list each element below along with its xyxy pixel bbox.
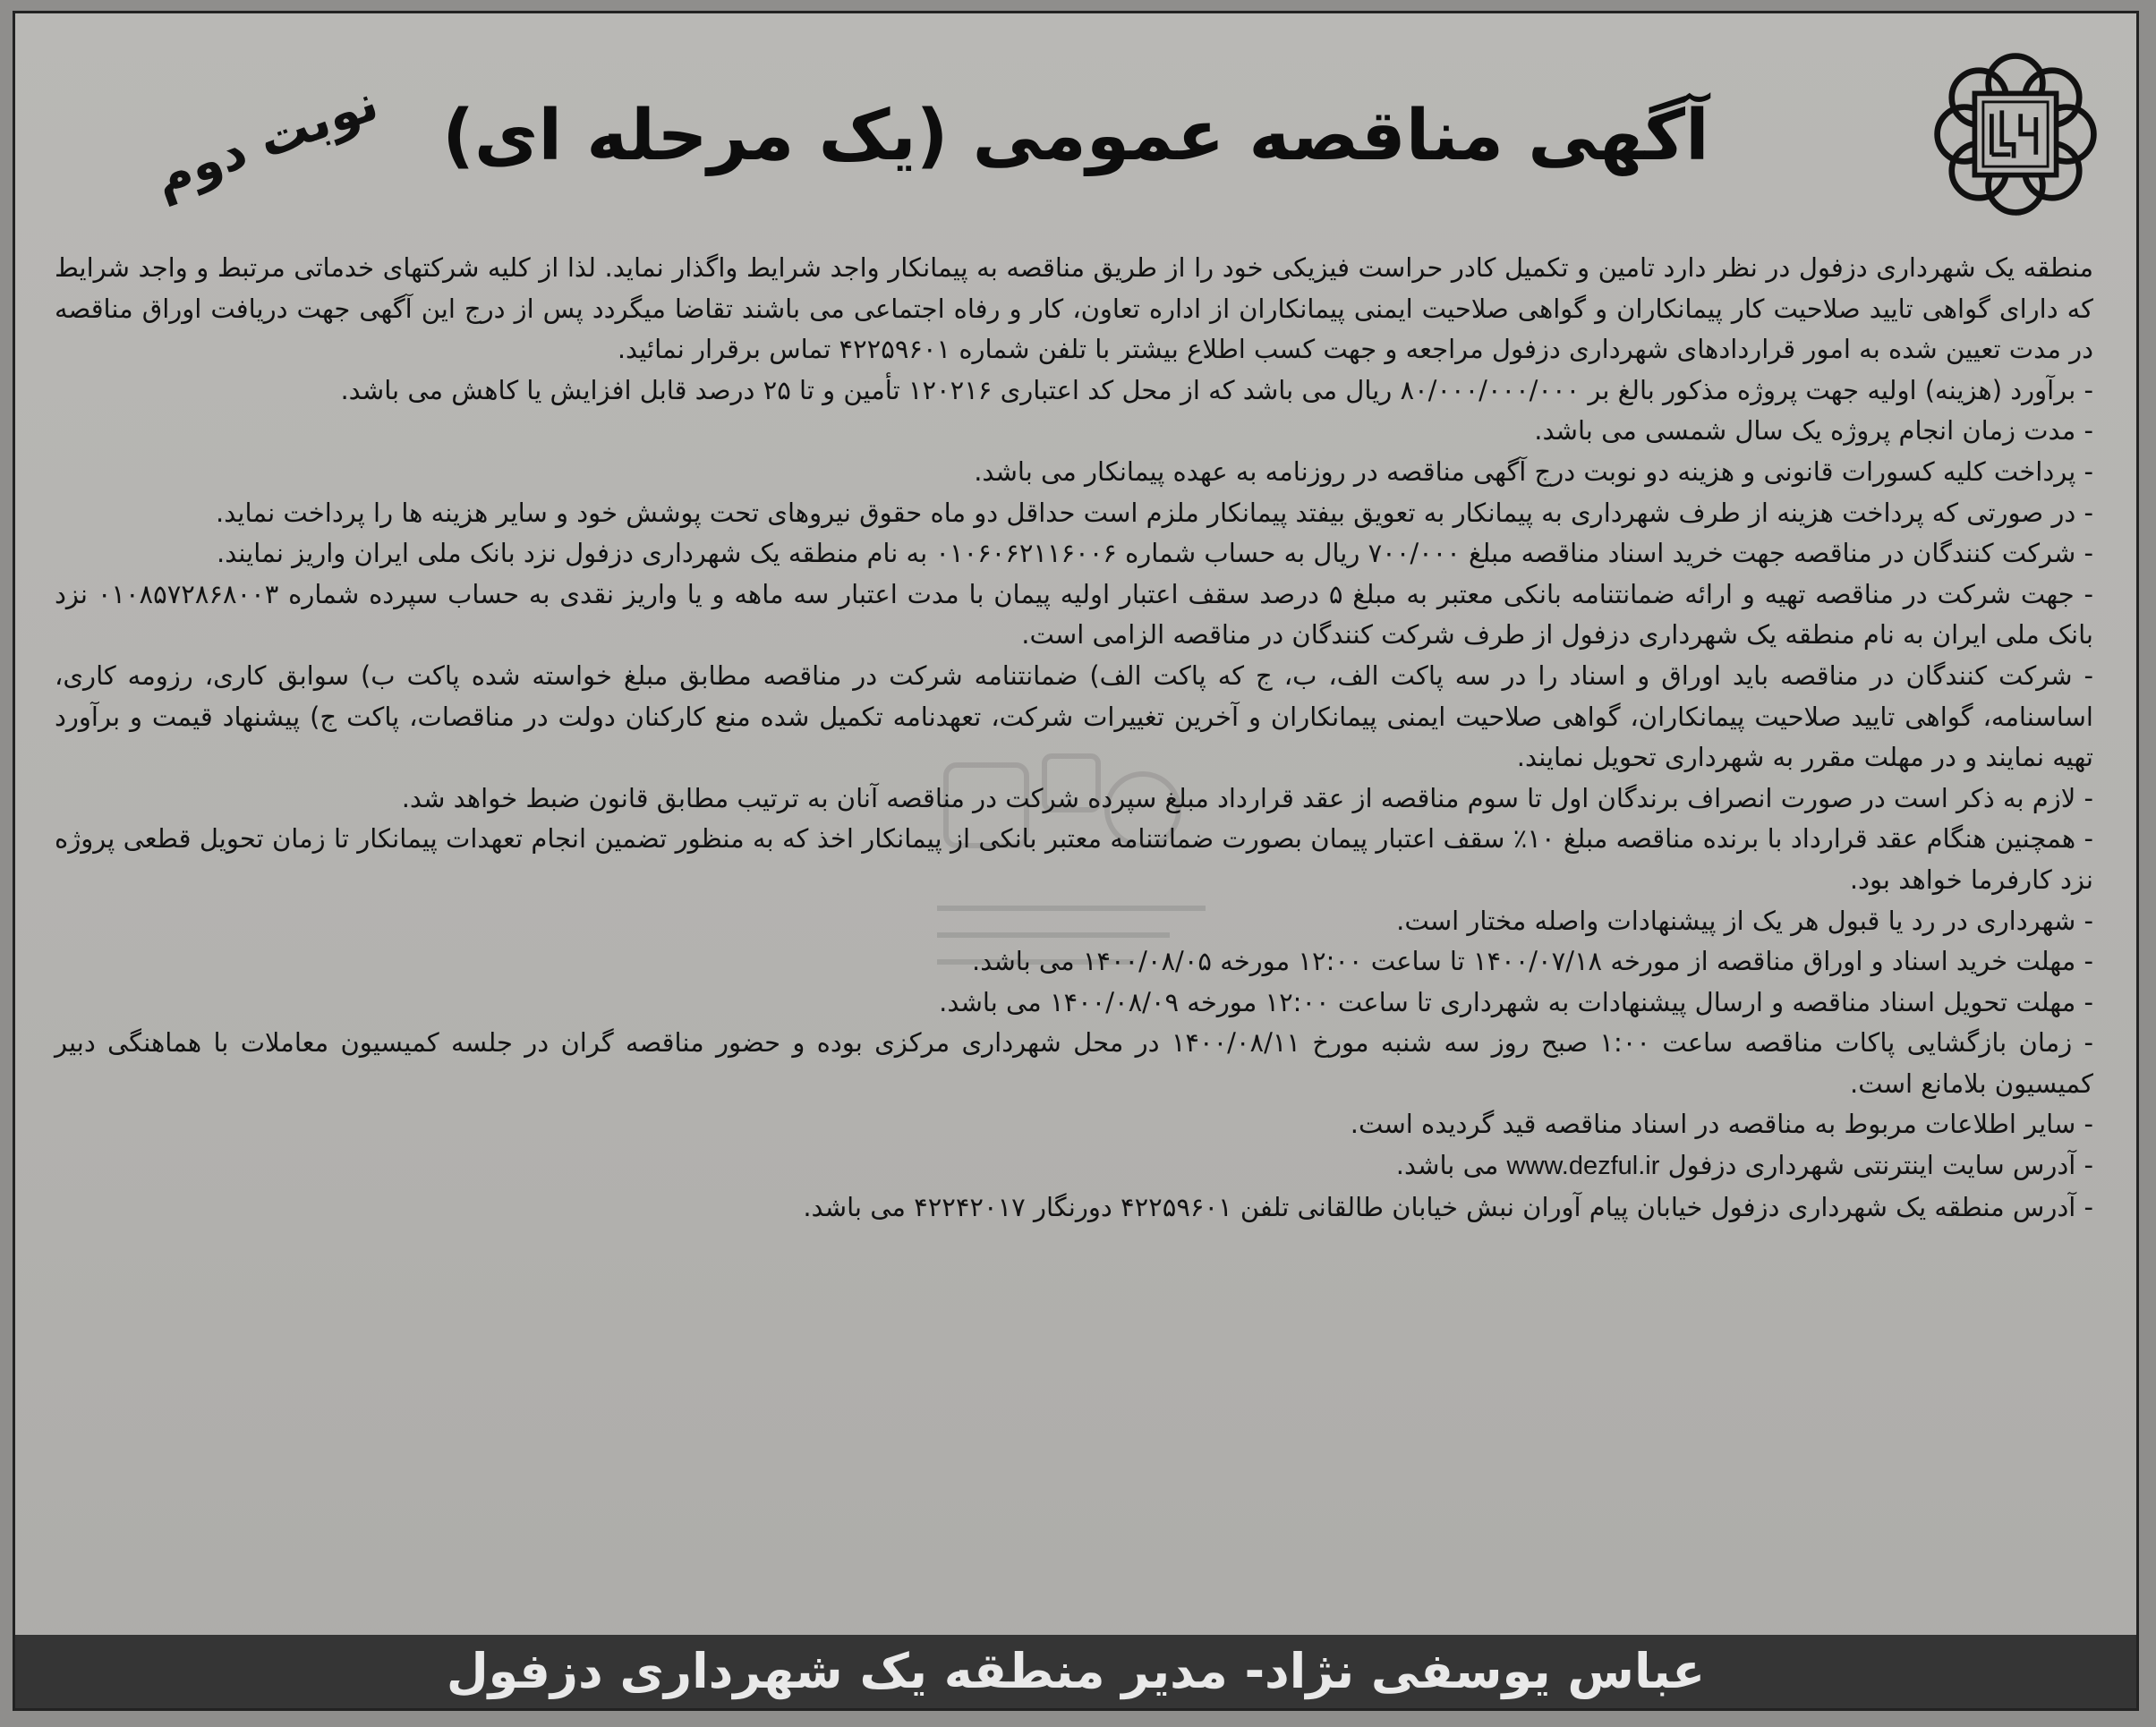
logo-text: شهرداری دزفول	[2015, 216, 2022, 217]
list-item: - شرکت کنندگان در مناقصه باید اوراق و اسناد را در سه پاکت الف، ب، ج که پاکت الف) ضمانتنامه شرکت در مناقصه مطابق مبلغ خواسته شده پاکت ب) سوابق کاری، رزومه کاری، اساسنامه، گواهی تایید صلاحیت پیمانکاران، گواهی صلاحیت ایمنی پیمانکاران و آخرین تغییرات شرکت، تعهدنامه تکمیل شده منع کارکنان دولت در مناقصات، پاکت ج) پیشنهاد قیمت و برآورد تهیه نمایند و در مهلت مقرر به شهرداری تحویل نمایند.	[55, 656, 2093, 778]
list-item: - شرکت کنندگان در مناقصه جهت خرید اسناد مناقصه مبلغ ۷۰۰/۰۰۰ ریال به حساب شماره ۰۱۰۶۰۶۲۱۱۶۰۰۶ به نام منطقه یک شهرداری دزفول نزد بانک ملی ایران واریز نمایند.	[55, 533, 2093, 574]
list-item: - در صورتی که پرداخت هزینه از طرف شهرداری به پیمانکار به تعویق بیفتد پیمانکار ملزم است حداقل دو ماه حقوق نیروهای تحت پوشش خود و سایر هزینه ها را پرداخت نماید.	[55, 493, 2093, 534]
list-item: - پرداخت کلیه کسورات قانونی و هزینه دو نوبت درج آگهی مناقصه در روزنامه به عهده پیمانکار می باشد.	[55, 452, 2093, 493]
list-item: - زمان بازگشایی پاکات مناقصه ساعت ۱:۰۰ صبح روز سه شنبه مورخ ۱۴۰۰/۰۸/۱۱ در محل شهرداری مرکزی بوده و حضور مناقصه گران در جلسه کمیسیون معاملات با هماهنگی دبیر کمیسیون بلامانع است.	[55, 1023, 2093, 1104]
list-item: - مدت زمان انجام پروژه یک سال شمسی می باشد.	[55, 411, 2093, 452]
list-item: - جهت شرکت در مناقصه تهیه و ارائه ضمانتنامه بانکی معتبر به مبلغ ۵ درصد سقف اعتبار اولیه پیمان با مدت اعتبار سه ماهه و یا واریز نقدی به حساب سپرده شماره ۰۱۰۸۵۷۲۸۶۸۰۰۳ نزد بانک ملی ایران به نام منطقه یک شهرداری دزفول از طرف شرکت کنندگان در مناقصه الزامی است.	[55, 574, 2093, 656]
tender-notice-page	[13, 11, 2139, 1711]
intro-paragraph: منطقه یک شهرداری دزفول در نظر دارد تامین و تکمیل کادر حراست فیزیکی خود را از طریق مناقصه به پیمانکار واجد شرایط واگذار نماید. لذا از کلیه شرکتهای خدماتی مرتبط و واجد شرایط که دارای گواهی تایید صلاحیت کار پیمانکاران و گواهی صلاحیت ایمنی پیمانکاران از اداره تعاون، کار و رفاه اجتماعی می باشند تقاضا میگردد پس از درج این آگهی جهت دریافت اوراق مناقصه در مدت تعیین شده به امور قراردادهای شهرداری دزفول مراجعه و جهت کسب اطلاع بیشتر با تلفن شماره ۴۲۲۵۹۶۰۱ تماس برقرار نمائید.	[55, 252, 2093, 365]
page-title: آگهی مناقصه عمومی (یک مرحله ای)	[442, 96, 1709, 176]
website-prefix: آدرس سایت اینترنتی شهرداری دزفول	[1667, 1150, 2076, 1181]
address-item: - آدرس منطقه یک شهرداری دزفول خیابان پیام آوران نبش خیابان طالقانی تلفن ۴۲۲۵۹۶۰۱ دورنگار ۴۲۲۴۲۰۱۷ می باشد.	[55, 1187, 2093, 1229]
website-link[interactable]: www.dezful.ir	[1506, 1152, 1660, 1181]
list-item: - مهلت تحویل اسناد مناقصه و ارسال پیشنهادات به شهرداری تا ساعت ۱۲:۰۰ مورخه ۱۴۰۰/۰۸/۰۹ می باشد.	[55, 983, 2093, 1024]
website-item	[55, 1145, 2093, 1187]
list-item: - همچنین هنگام عقد قرارداد با برنده مناقصه مبلغ ۱۰٪ سقف اعتبار پیمان بصورت ضمانتنامه معتبر بانکی از پیمانکار اخذ که به منظور تضمین انجام تعهدات پیمانکار تا زمان تحویل قطعی پروژه نزد کارفرما خواهد بود.	[55, 819, 2093, 900]
list-item: - سایر اطلاعات مربوط به مناقصه در اسناد مناقصه قید گردیده است.	[55, 1104, 2093, 1145]
list-item: - برآورد (هزینه) اولیه جهت پروژه مذکور بالغ بر ۸۰/۰۰۰/۰۰۰/۰۰۰ ریال می باشد که از محل کد اعتباری ۱۲۰۲۱۶ تأمین و تا ۲۵ درصد قابل افزایش یا کاهش می باشد.	[55, 370, 2093, 412]
list-item: - شهرداری در رد یا قبول هر یک از پیشنهادات واصله مختار است.	[55, 901, 2093, 942]
list-item: - مهلت خرید اسناد و اوراق مناقصه از مورخه ۱۴۰۰/۰۷/۱۸ تا ساعت ۱۲:۰۰ مورخه ۱۴۰۰/۰۸/۰۵ می باشد.	[55, 941, 2093, 983]
list-item: - لازم به ذکر است در صورت انصراف برندگان اول تا سوم مناقصه از عقد قرارداد مبلغ سپرده شرکت در مناقصه آنان به ترتیب مطابق قانون ضبط خواهد شد.	[55, 778, 2093, 820]
website-suffix: می باشد.	[1395, 1150, 1499, 1181]
second-publication-stamp: نوبت دوم	[146, 73, 386, 208]
notice-body	[55, 248, 2093, 1228]
signature-bar: عباس یوسفی نژاد- مدیر منطقه یک شهرداری دزفول	[15, 1635, 2136, 1708]
